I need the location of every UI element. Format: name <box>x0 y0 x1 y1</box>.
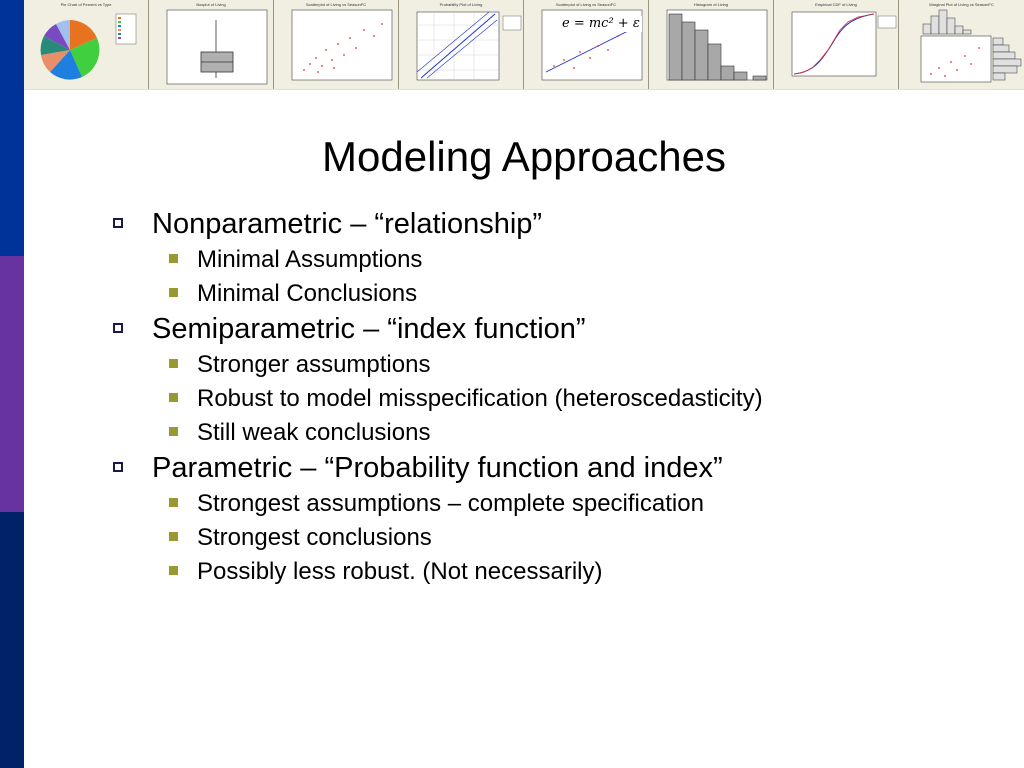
bullet-parametric <box>110 449 990 486</box>
left-bar-top-segment <box>0 0 24 256</box>
scatterplot-fit-graphic <box>524 0 649 89</box>
bullet-outline <box>110 205 990 588</box>
sub-bullet <box>110 276 990 310</box>
slide-title: Modeling Approaches <box>322 133 726 180</box>
sub-bullet <box>110 486 990 520</box>
bullet-text: Nonparametric – “relationship” <box>152 208 543 240</box>
boxplot-graphic <box>149 0 274 89</box>
thumbnail-title: Marginal Plot of Living vs SeasonFC <box>929 2 994 7</box>
thumbnail-title: Scatterplot of Living vs SeasonFC <box>555 2 617 7</box>
sub-bullet <box>110 242 990 276</box>
histogram-graphic <box>649 0 774 89</box>
left-bar-middle-segment <box>0 256 24 512</box>
thumbnail-empirical-cdf <box>774 0 899 89</box>
thumbnail-pie-chart <box>24 0 149 89</box>
scatterplot-graphic <box>274 0 399 89</box>
sub-bullet <box>110 554 990 588</box>
sub-bullet-text: Still weak conclusions <box>197 419 431 446</box>
thumbnail-marginal-plot <box>899 0 1024 89</box>
sub-bullet-text: Minimal Conclusions <box>197 280 418 307</box>
chart-thumbnail-strip <box>24 0 1024 90</box>
thumbnail-title: Scatterplot of Living vs SeasonFC <box>305 2 367 7</box>
filled-square-bullet-icon <box>169 498 178 507</box>
thumbnail-histogram <box>649 0 774 89</box>
filled-square-bullet-icon <box>169 532 178 541</box>
sub-bullet-text: Strongest assumptions – complete specification <box>197 490 704 517</box>
marginal-plot-graphic <box>899 0 1024 89</box>
thumbnail-probability-plot <box>399 0 524 89</box>
probability-plot-graphic <box>399 0 524 89</box>
thumbnail-scatterplot-equation <box>524 0 649 89</box>
left-decorative-bar <box>0 0 24 768</box>
sub-bullet-text: Minimal Assumptions <box>197 246 423 273</box>
filled-square-bullet-icon <box>169 393 178 402</box>
filled-square-bullet-icon <box>169 359 178 368</box>
thumbnail-title: Boxplot of Living <box>196 2 226 7</box>
pie-chart-graphic <box>24 0 149 89</box>
hollow-square-bullet-icon <box>113 462 123 472</box>
cdf-graphic <box>774 0 899 89</box>
sub-bullet-text: Possibly less robust. (Not necessarily) <box>197 558 603 585</box>
sub-bullet-text: Stronger assumptions <box>197 351 431 378</box>
sub-bullet-text: Robust to model misspecification (heteroscedasticity) <box>197 385 763 412</box>
thumbnail-scatterplot <box>274 0 399 89</box>
equation-label: e = mc² + ε <box>562 16 640 31</box>
filled-square-bullet-icon <box>169 254 178 263</box>
bullet-semiparametric <box>110 310 990 347</box>
left-bar-bottom-segment <box>0 512 24 768</box>
thumbnail-title: Histogram of Living <box>693 2 729 7</box>
hollow-square-bullet-icon <box>113 323 123 333</box>
sub-bullet <box>110 381 990 415</box>
sub-bullet <box>110 347 990 381</box>
thumbnail-title: Pie Chart of Percent vs Type <box>60 2 112 7</box>
filled-square-bullet-icon <box>169 427 178 436</box>
bullet-nonparametric <box>110 205 990 242</box>
bullet-text: Parametric – “Probability function and index” <box>152 452 723 484</box>
bullet-text: Semiparametric – “index function” <box>152 313 586 345</box>
thumbnail-boxplot <box>149 0 274 89</box>
sub-bullet <box>110 520 990 554</box>
thumbnail-title: Probability Plot of Living <box>439 2 483 7</box>
sub-bullet-text: Strongest conclusions <box>197 524 432 551</box>
hollow-square-bullet-icon <box>113 218 123 228</box>
filled-square-bullet-icon <box>169 288 178 297</box>
thumbnail-title: Empirical CDF of Living <box>815 2 857 7</box>
filled-square-bullet-icon <box>169 566 178 575</box>
sub-bullet <box>110 415 990 449</box>
